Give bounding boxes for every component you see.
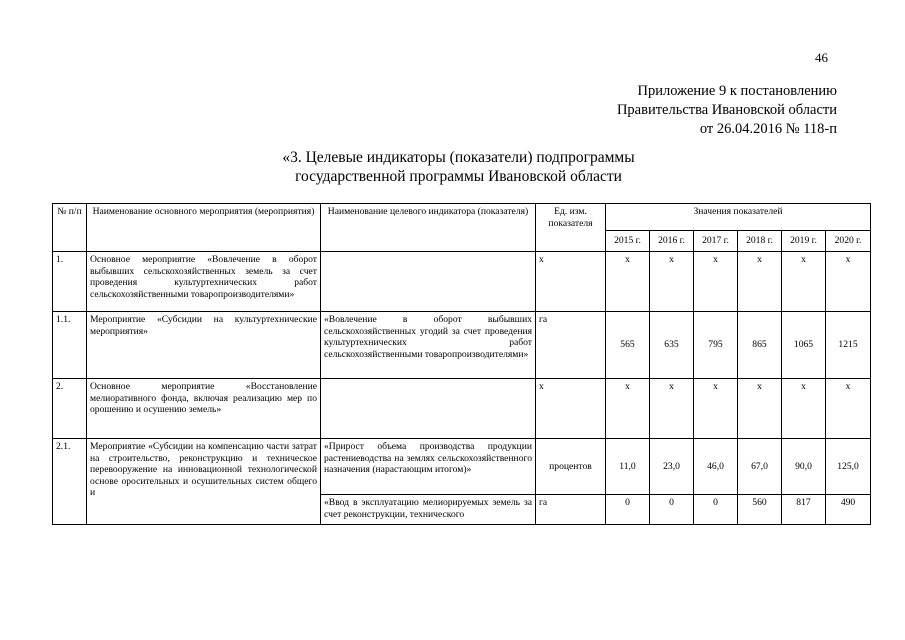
table-header-row (53, 204, 871, 231)
row-value: 67,0 (738, 439, 782, 495)
appendix-line: Приложение 9 к постановлению (637, 83, 837, 99)
row-value: х (650, 379, 694, 439)
row-indicator (321, 379, 536, 439)
page-number: 46 (815, 50, 828, 65)
row-indicator (321, 252, 536, 312)
header-year: 2020 г. (826, 231, 871, 252)
row-unit: х (536, 252, 606, 312)
row-value: 0 (606, 495, 650, 525)
row-num: 1.1. (53, 312, 87, 379)
row-unit: га (536, 312, 606, 379)
row-value: х (694, 379, 738, 439)
row-value: х (650, 252, 694, 312)
title-line: государственной программы Ивановской области (295, 168, 622, 185)
row-value: х (738, 379, 782, 439)
row-value: х (826, 379, 871, 439)
row-event: Мероприятие «Субсидии на компенсацию части затрат на строительство, реконструкцию и техническое перевооружение на инновационной технологической основе оросительных и осушительных систем общего и (87, 439, 321, 525)
header-year: 2016 г. (650, 231, 694, 252)
row-value: 490 (826, 495, 871, 525)
row-value: 635 (650, 312, 694, 379)
header-year: 2015 г. (606, 231, 650, 252)
row-num: 2.1. (53, 439, 87, 525)
row-value: 46,0 (694, 439, 738, 495)
row-value: 560 (738, 495, 782, 525)
header-values: Значения показателей (606, 204, 871, 231)
indicators-table (52, 203, 871, 525)
row-value: х (738, 252, 782, 312)
appendix-line: от 26.04.2016 № 118-п (699, 121, 837, 137)
title-line: «3. Целевые индикаторы (показатели) подпрограммы (282, 149, 635, 166)
header-unit: Ед. изм. показателя (536, 204, 606, 252)
row-event: Основное мероприятие «Вовлечение в оборот выбывших сельскохозяйственных земель за счет проведения культуртехнических работ сельскохозяйственными товаропроизводителями» (87, 252, 321, 312)
row-value: 125,0 (826, 439, 871, 495)
row-value: 565 (606, 312, 650, 379)
row-num: 1. (53, 252, 87, 312)
row-value: 11,0 (606, 439, 650, 495)
header-indicator: Наименование целевого индикатора (показателя) (321, 204, 536, 252)
table-row (53, 312, 871, 379)
row-indicator: «Прирост объема производства продукции растениеводства на землях сельскохозяйственного назначения (нарастающим итогом)» (321, 439, 536, 495)
appendix-line: Правительства Ивановской области (616, 102, 837, 118)
document-title (0, 148, 905, 186)
header-year: 2019 г. (782, 231, 826, 252)
row-value: 1065 (782, 312, 826, 379)
table-row (53, 379, 871, 439)
row-value: х (782, 252, 826, 312)
header-num: № п/п (53, 204, 87, 252)
row-value: х (826, 252, 871, 312)
appendix-block (617, 82, 837, 139)
header-year: 2018 г. (738, 231, 782, 252)
row-value: х (606, 252, 650, 312)
row-value: 865 (738, 312, 782, 379)
row-value: 795 (694, 312, 738, 379)
table-row (53, 252, 871, 312)
row-unit: процентов (536, 439, 606, 495)
row-value: х (782, 379, 826, 439)
row-value: 90,0 (782, 439, 826, 495)
row-value: 817 (782, 495, 826, 525)
row-unit: га (536, 495, 606, 525)
row-value: х (606, 379, 650, 439)
row-value: 0 (694, 495, 738, 525)
row-indicator: «Ввод в эксплуатацию мелиорируемых земель за счет реконструкции, технического (321, 495, 536, 525)
row-value: 1215 (826, 312, 871, 379)
table-row (53, 439, 871, 495)
row-unit: х (536, 379, 606, 439)
row-num: 2. (53, 379, 87, 439)
row-indicator: «Вовлечение в оборот выбывших сельскохозяйственных угодий за счет проведения культуртехнических работ сельскохозяйственными товаропроизводителями» (321, 312, 536, 379)
row-event: Мероприятие «Субсидии на культуртехнические мероприятия» (87, 312, 321, 379)
header-year: 2017 г. (694, 231, 738, 252)
row-value: 0 (650, 495, 694, 525)
row-value: х (694, 252, 738, 312)
row-event: Основное мероприятие «Восстановление мелиоративного фонда, включая реализацию мер по орошению и осушению земель» (87, 379, 321, 439)
row-value: 23,0 (650, 439, 694, 495)
header-event: Наименование основного мероприятия (мероприятия) (87, 204, 321, 252)
